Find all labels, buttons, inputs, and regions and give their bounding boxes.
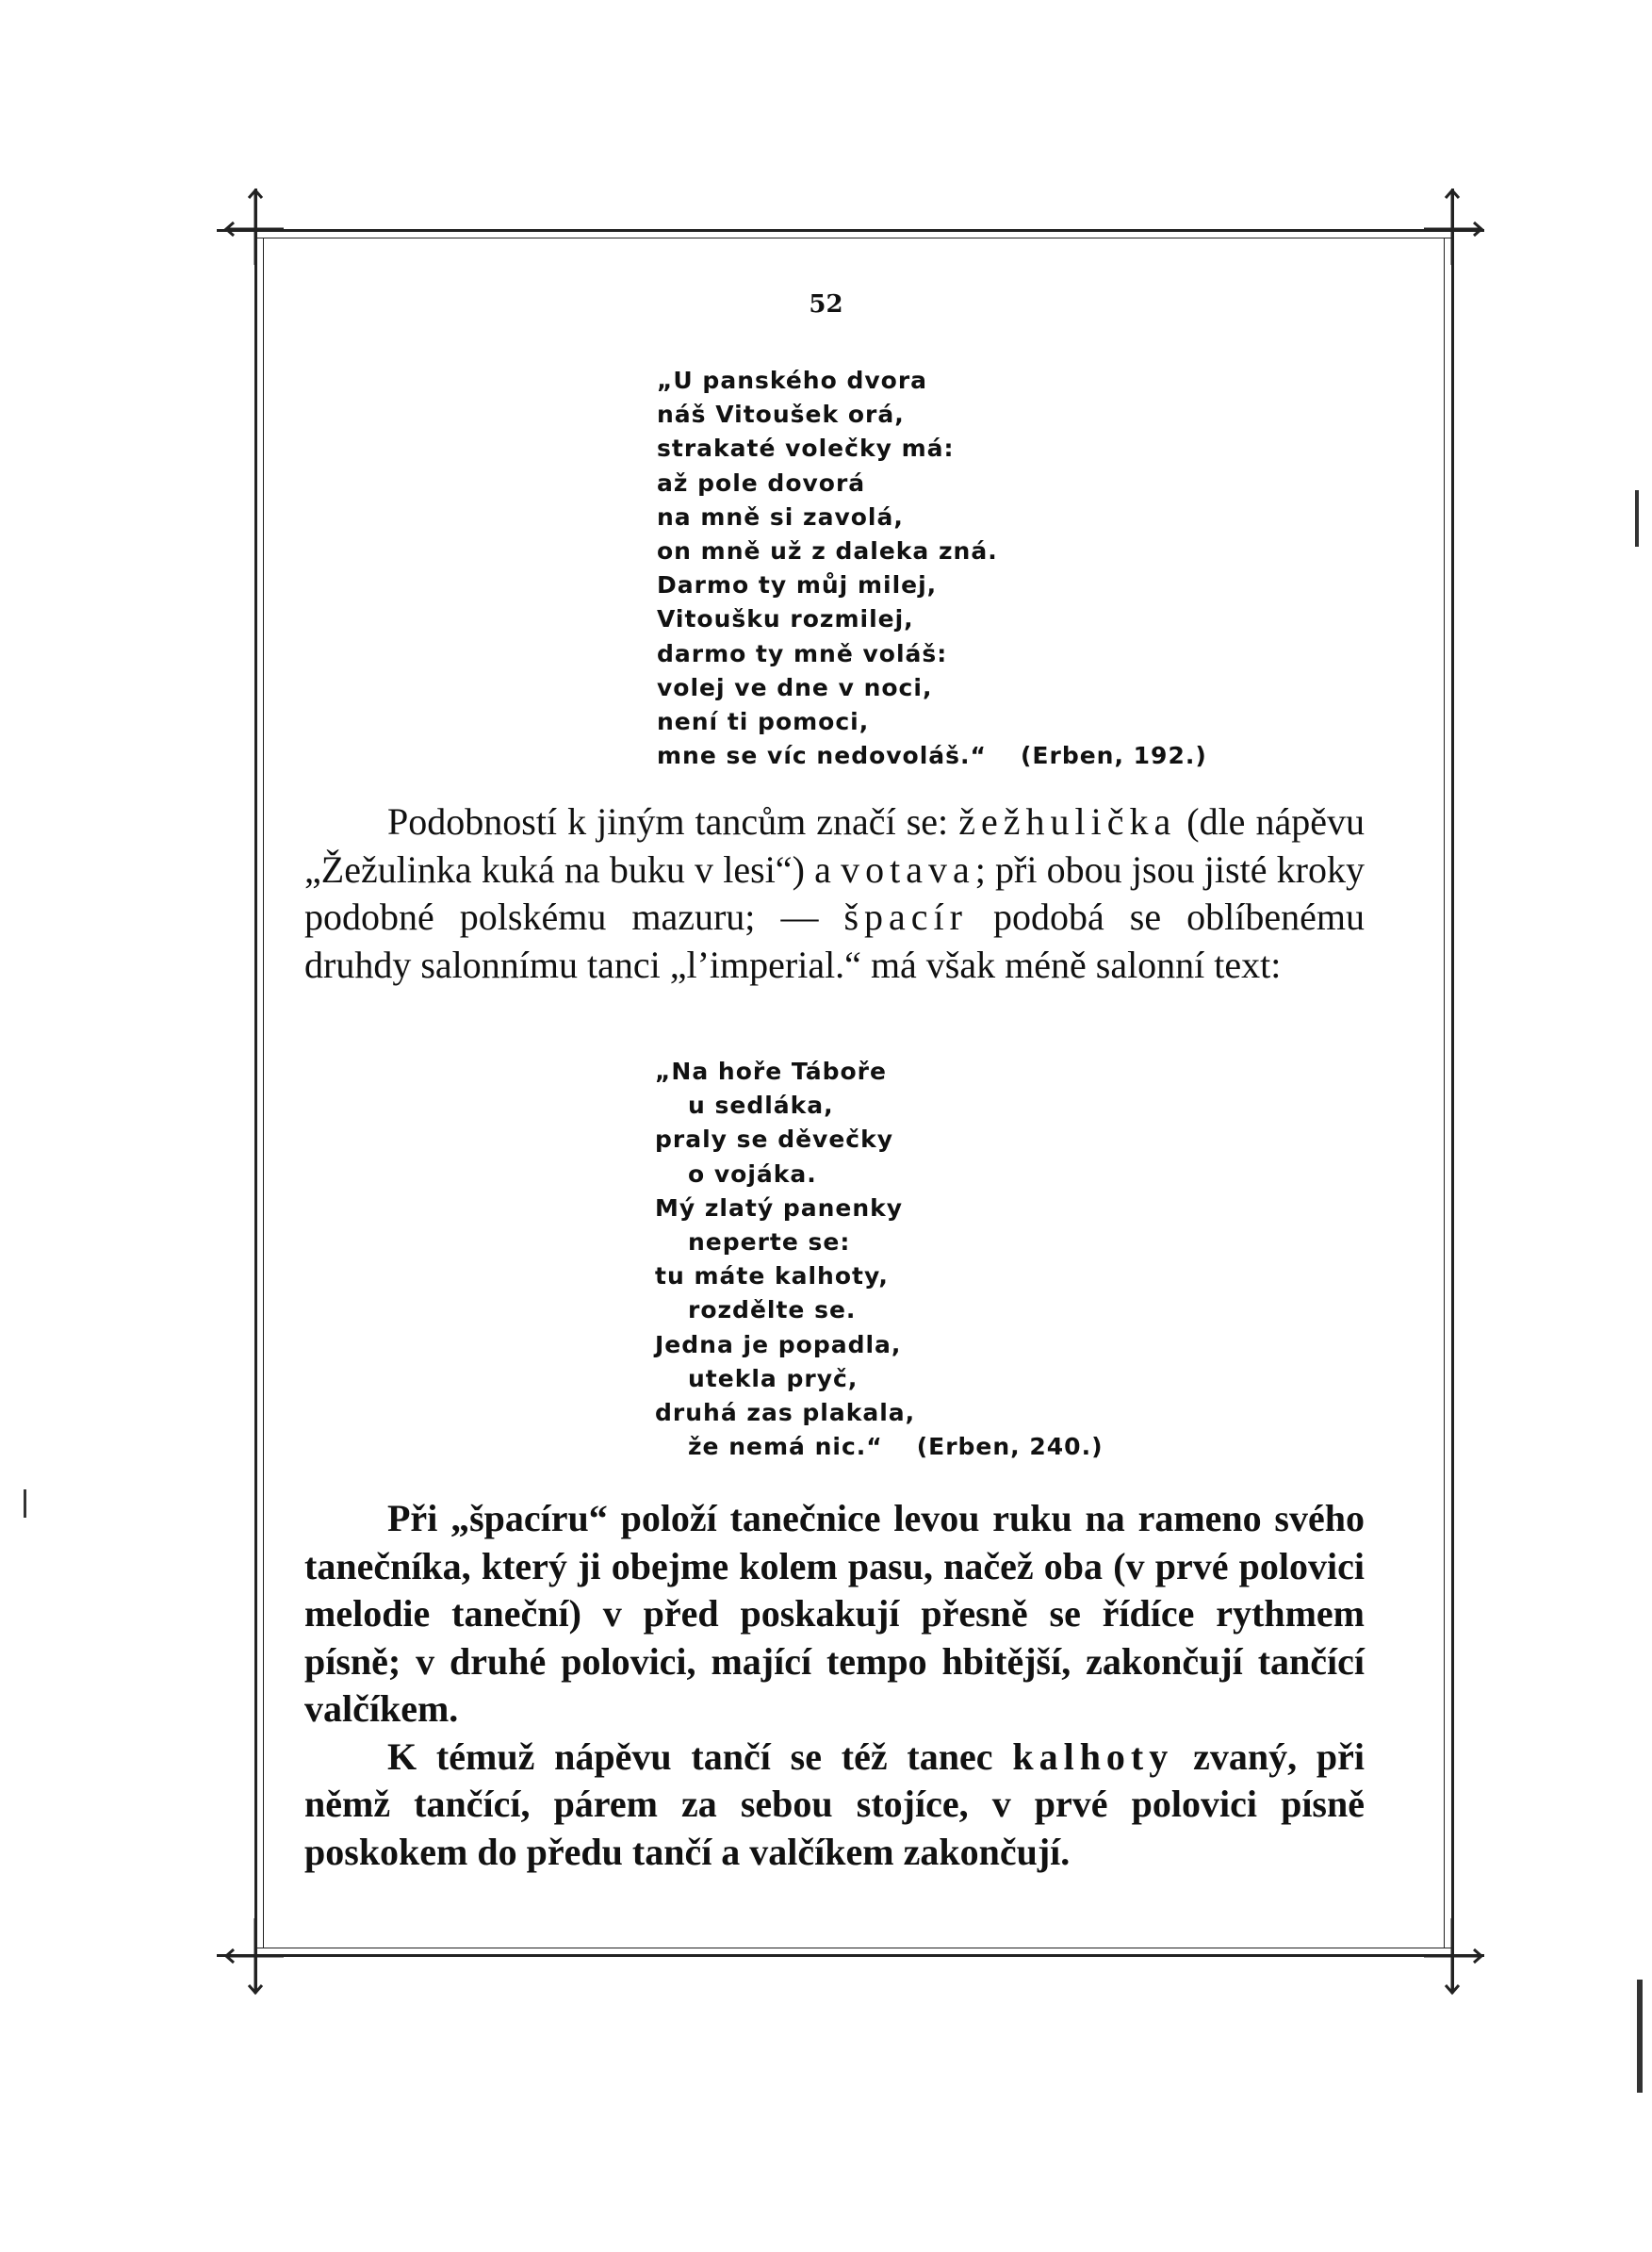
poem-line: tu máte kalhoty,	[655, 1262, 889, 1290]
poem-na-hore-tabore	[655, 1055, 1104, 1464]
poem-line: on mně už z daleka zná.	[657, 537, 998, 566]
poem-line: že nemá nic.“	[688, 1433, 883, 1461]
frame-top-outer	[217, 229, 1484, 232]
frame-left-outer	[254, 189, 257, 1989]
paragraph	[304, 798, 1365, 989]
paragraph: Při „špacíru“ položí tanečnice levou ruku na rameno svého tanečníka, který ji obejme kolem pasu, načež oba (v prvé polovici melodie taneční) v před poskakují přesně se řídíce rythmem písně; v druhé polovici, mající tempo hbitější, zakončují tančící valčíkem.	[304, 1497, 1365, 1730]
poem-line: „Na hoře Táboře	[655, 1058, 887, 1085]
citation: (Erben, 192.)	[1020, 742, 1207, 770]
spaced-term: kalhoty	[1012, 1734, 1174, 1778]
poem-line: neperte se:	[688, 1228, 851, 1257]
poem-line: strakaté volečky má:	[657, 435, 955, 463]
poem-line: Mý zlatý panenky	[655, 1193, 904, 1222]
frame-right-inner	[1444, 238, 1445, 1948]
scan-mark-left	[24, 1489, 26, 1518]
poem-u-panskeho-dvora	[657, 364, 1207, 773]
poem-line: o vojáka.	[688, 1159, 817, 1188]
scan-mark-right-2	[1637, 1980, 1643, 2093]
text-run: Podobností k jiným tancům značí se:	[387, 800, 959, 843]
prose-paragraph-podobnosti	[304, 798, 1365, 989]
poem-line: druhá zas plakala,	[655, 1399, 916, 1427]
poem-line: až pole dovorá	[657, 468, 866, 497]
poem-line: „U panského dvora	[657, 367, 928, 394]
poem-line: Jedna je popadla,	[655, 1330, 902, 1358]
poem-line: na mně si zavolá,	[657, 502, 904, 531]
paragraph	[304, 1734, 1365, 1877]
citation: (Erben, 240.)	[916, 1433, 1104, 1461]
page-number: 52	[809, 290, 843, 319]
prose-section-spaciru	[304, 1495, 1365, 1876]
spaced-term: špacír	[843, 896, 968, 938]
text-run: (dle nápěvu „Žežulinka kuká na buku v lesi“) a	[304, 800, 1365, 891]
text-run: K témuž nápěvu tančí se též tanec	[387, 1734, 1013, 1778]
poem-line: Vitoušku rozmilej,	[657, 605, 914, 633]
frame-bottom-outer	[217, 1954, 1484, 1957]
frame-left-inner	[263, 238, 264, 1948]
poem-line: u sedláka,	[688, 1092, 834, 1120]
poem-last-line	[655, 1430, 1104, 1464]
poem-line: rozdělte se.	[688, 1296, 857, 1324]
spaced-term: votava	[841, 847, 975, 891]
corner-ornament-bottom-left	[222, 1914, 288, 1998]
poem-last-line	[657, 739, 1207, 773]
frame-right-outer	[1451, 189, 1454, 1989]
poem-line: mne se víc nedovoláš.“	[657, 742, 987, 770]
poem-line: Darmo ty můj milej,	[657, 571, 938, 600]
poem-line: volej ve dne v noci,	[657, 673, 933, 701]
poem-line: utekla pryč,	[688, 1364, 859, 1392]
poem-line: náš Vitoušek orá,	[657, 401, 905, 429]
text-run: ; při obou jsou jisté kroky podobné polskému mazuru; —	[304, 847, 1365, 938]
poem-line: darmo ty mně voláš:	[657, 639, 948, 667]
poem-line: praly se děvečky	[655, 1126, 894, 1154]
corner-ornament-top-left	[222, 185, 288, 270]
spaced-term: žežhulička	[958, 800, 1177, 843]
text-run: zvaný, při němž tančící, párem za sebou stojíce, v prvé polovici písně poskokem do předu tančí a valčíkem zakončují.	[304, 1734, 1365, 1873]
corner-ornament-top-right	[1419, 185, 1485, 270]
scan-mark-right-1	[1635, 490, 1639, 547]
text-run: podobá se oblíbenému druhdy salonnímu tanci „l’imperial.“ má však méně salonní text:	[304, 896, 1366, 986]
poem-line: není ti pomoci,	[657, 708, 870, 736]
corner-ornament-bottom-right	[1419, 1914, 1485, 1998]
